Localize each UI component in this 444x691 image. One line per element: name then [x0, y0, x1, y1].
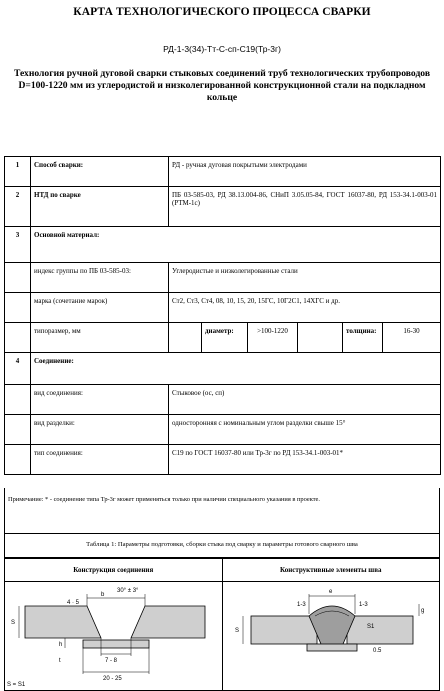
dim-t: t	[59, 658, 61, 664]
table-row	[5, 227, 441, 263]
document-code: РД-1-3(34)-Тт-С-сп-С19(Тр-3г)	[163, 44, 281, 54]
table-row	[5, 157, 441, 187]
thickness-label: толщина:	[343, 323, 383, 353]
dim-h: h	[59, 642, 63, 648]
joint-design-drawing	[5, 582, 223, 691]
row-label: вид разделки:	[31, 415, 169, 445]
dim-gap: 4 · 5	[67, 600, 80, 606]
row-value: РД - ручная дуговая покрытыми электродами	[169, 157, 441, 187]
dim-angle: 30° ± 3°	[117, 588, 139, 594]
thickness-value: 16-30	[383, 323, 441, 353]
table-row	[5, 323, 441, 353]
dim-g: g	[420, 608, 424, 614]
weld-elements-drawing	[222, 582, 440, 691]
row-number: 2	[5, 187, 31, 227]
row-value: С19 по ГОСТ 16037-80 или Тр-3г по РД 153-34.1-003-01*	[169, 445, 441, 475]
dim-s1: S1	[366, 624, 374, 630]
table-caption: Таблица 1: Параметры подготовки, сборки стыка под сварку и параметры готового сварного шва	[4, 534, 440, 558]
row-label: типоразмер, мм	[31, 323, 169, 353]
dim-s: S	[11, 620, 16, 626]
section-heading: Соединение:	[31, 353, 441, 385]
row-label: индекс группы по ПБ 03-585-03:	[31, 263, 169, 293]
row-value: ПБ 03-585-03, РД 38.13.004-86, СНиП 3.05.05-84, ГОСТ 16037-80, РД 153-34.1-003-01 (РТМ-1с)	[169, 187, 441, 227]
document-subtitle: Технология ручной дуговой сварки стыковых соединений труб технологических трубопроводов D=100-1220 мм из углеродистой и низколегированной конструкционной стали на подкладном кольце	[13, 68, 431, 103]
row-number: 4	[5, 353, 31, 385]
diameter-value: >100-1220	[248, 323, 298, 353]
dim-root: 0.5	[372, 648, 381, 654]
dim-side: S = S1	[7, 682, 26, 688]
page-title: КАРТА ТЕХНОЛОГИЧЕСКОГО ПРОЦЕССА СВАРКИ	[73, 6, 371, 18]
table-row	[5, 415, 441, 445]
footnote: Примечание: * - соединение типа Тр-3г может применяться только при наличии специального указания в проекте.	[4, 488, 440, 534]
row-value: односторонняя с номинальным углом разделки свыше 15°	[169, 415, 441, 445]
dim-s-right: S	[234, 628, 239, 634]
table-row	[5, 187, 441, 227]
process-table	[4, 156, 441, 475]
table-row	[5, 385, 441, 415]
joint-design-title: Конструкция соединения	[5, 559, 223, 582]
diameter-label: диаметр:	[202, 323, 248, 353]
dim-ring-width: 7 - 8	[105, 658, 118, 664]
dim-c1: 1-3	[296, 602, 306, 608]
row-label: марка (сочетание марок)	[31, 293, 169, 323]
row-label: Способ сварки:	[31, 157, 169, 187]
row-label: вид соединения:	[31, 385, 169, 415]
section-heading: Основной материал:	[31, 227, 441, 263]
row-label: тип соединения:	[31, 445, 169, 475]
table-row	[5, 263, 441, 293]
row-number: 1	[5, 157, 31, 187]
dim-e: e	[328, 589, 332, 595]
table-row	[5, 353, 441, 385]
dim-c2: 1-3	[358, 602, 368, 608]
figures-table	[4, 558, 440, 691]
dim-ring-length: 20 - 25	[103, 676, 122, 682]
dim-b: b	[101, 592, 105, 598]
weld-elements-title: Конструктивные элементы шва	[222, 559, 440, 582]
row-label: НТД по сварке	[31, 187, 169, 227]
row-value: Стыковое (ос, сп)	[169, 385, 441, 415]
row-value: Углеродистые и низколегированные стали	[169, 263, 441, 293]
row-value: Ст2, Ст3, Ст4, 08, 10, 15, 20, 15ГС, 10Г2С1, 14ХГС и др.	[169, 293, 441, 323]
row-number: 3	[5, 227, 31, 263]
table-row	[5, 293, 441, 323]
table-row	[5, 445, 441, 475]
